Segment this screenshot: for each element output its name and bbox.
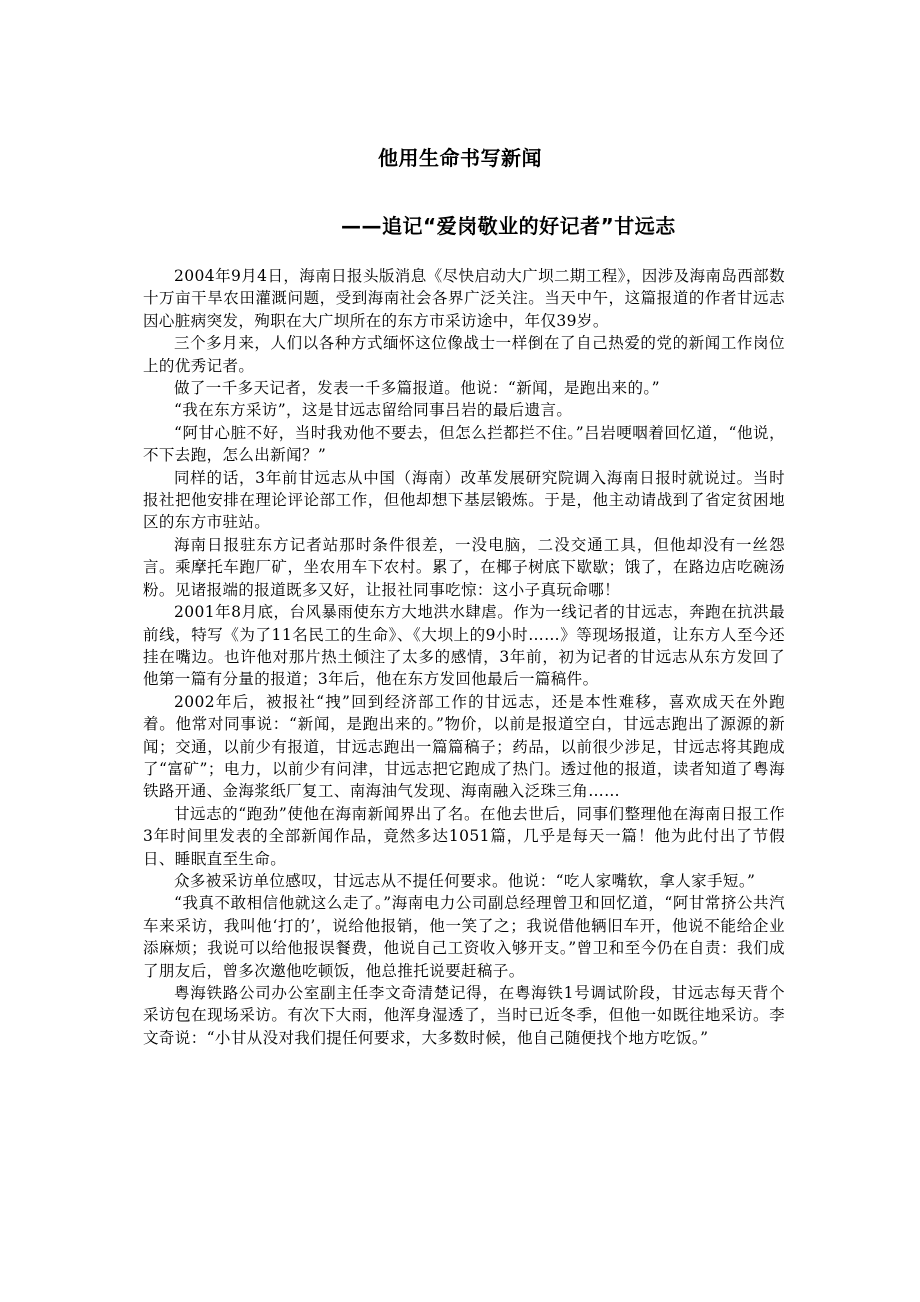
- paragraph: 2002年后，被报社“拽”回到经济部工作的甘远志，还是本性难移，喜欢成天在外跑着。他常对同事说：“新闻，是跑出来的。”物价，以前是报道空白，甘远志跑出了源源的新闻；交通，以前少有报道，甘远志跑出一篇篇稿子；药品，以前很少涉足，甘远志将其跑成了“富矿”；电力，以前少有问津，甘远志把它跑成了热门。透过他的报道，读者知道了粤海铁路开通、金海浆纸厂复工、南海油气发现、海南融入泛珠三角……: [143, 692, 785, 801]
- article-body: [143, 265, 785, 1049]
- paragraph: 粤海铁路公司办公室副主任李文奇清楚记得，在粤海铁1号调试阶段，甘远志每天背个采访包在现场采访。有次下大雨，他浑身湿透了，当时已近冬季，但他一如既往地采访。李文奇说：“小甘从没对我们提任何要求，大多数时候，他自己随便找个地方吃饭。”: [143, 984, 785, 1047]
- article-subtitle: ——追记“爱岗敬业的好记者”甘远志: [341, 214, 676, 238]
- paragraph: 三个多月来，人们以各种方式缅怀这位像战士一样倒在了自己热爱的党的新闻工作岗位上的优秀记者。: [143, 334, 785, 375]
- paragraph: 众多被采访单位感叹，甘远志从不提任何要求。他说：“吃人家嘴软，拿人家手短。”: [174, 871, 756, 890]
- paragraph: “我真不敢相信他就这么走了。”海南电力公司副总经理曾卫和回忆道，“阿甘常挤公共汽车来采访，我叫他‘打的’，说给他报销，他一笑了之；我说借他辆旧车开，他说不能给企业添麻烦；我说可以给他报误餐费，他说自己工资收入够开支。”曾卫和至今仍在自责：我们成了朋友后，曾多次邀他吃顿饭，他总推托说要赶稿子。: [143, 894, 785, 980]
- paragraph: 2001年8月底，台风暴雨使东方大地洪水肆虐。作为一线记者的甘远志，奔跑在抗洪最前线，特写《为了11名民工的生命》、《大坝上的9小时……》等现场报道，让东方人至今还挂在嘴边。也许他对那片热土倾注了太多的感情，3年前，初为记者的甘远志从东方发回了他第一篇有分量的报道；3年后，他在东方发回他最后一篇稿件。: [143, 603, 785, 689]
- paragraph: “我在东方采访”，这是甘远志留给同事吕岩的最后遗言。: [174, 401, 573, 420]
- paragraph: 甘远志的“跑劲”使他在海南新闻界出了名。在他去世后，同事们整理他在海南日报工作3年时间里发表的全部新闻作品，竟然多达1051篇，几乎是每天一篇！他为此付出了节假日、睡眠直至生命。: [143, 804, 785, 868]
- paragraph: 2004年9月4日，海南日报头版消息《尽快启动大广坝二期工程》，因涉及海南岛西部数十万亩干旱农田灌溉问题，受到海南社会各界广泛关注。当天中午，这篇报道的作者甘远志因心脏病突发，殉职在大广坝所在的东方市采访途中，年仅39岁。: [143, 267, 785, 330]
- paragraph: “阿甘心脏不好，当时我劝他不要去，但怎么拦都拦不住。”吕岩哽咽着回忆道，“他说，不下去跑，怎么出新闻？”: [143, 423, 785, 465]
- paragraph: 同样的话，3年前甘远志从中国（海南）改革发展研究院调入海南日报时就说过。当时报社把他安排在理论评论部工作，但他却想下基层锻炼。于是，他主动请战到了省定贫困地区的东方市驻站。: [143, 468, 785, 532]
- paragraph: 海南日报驻东方记者站那时条件很差，一没电脑，二没交通工具，但他却没有一丝怨言。乘摩托车跑厂矿，坐农用车下农村。累了，在椰子树底下歇歇；饿了，在路边店吃碗汤粉。见诸报端的报道既多又好，让报社同事吃惊：这小子真玩命哪！: [143, 535, 785, 599]
- paragraph: 做了一千多天记者，发表一千多篇报道。他说：“新闻，是跑出来的。”: [174, 379, 660, 398]
- article-title: 他用生命书写新闻: [378, 146, 542, 170]
